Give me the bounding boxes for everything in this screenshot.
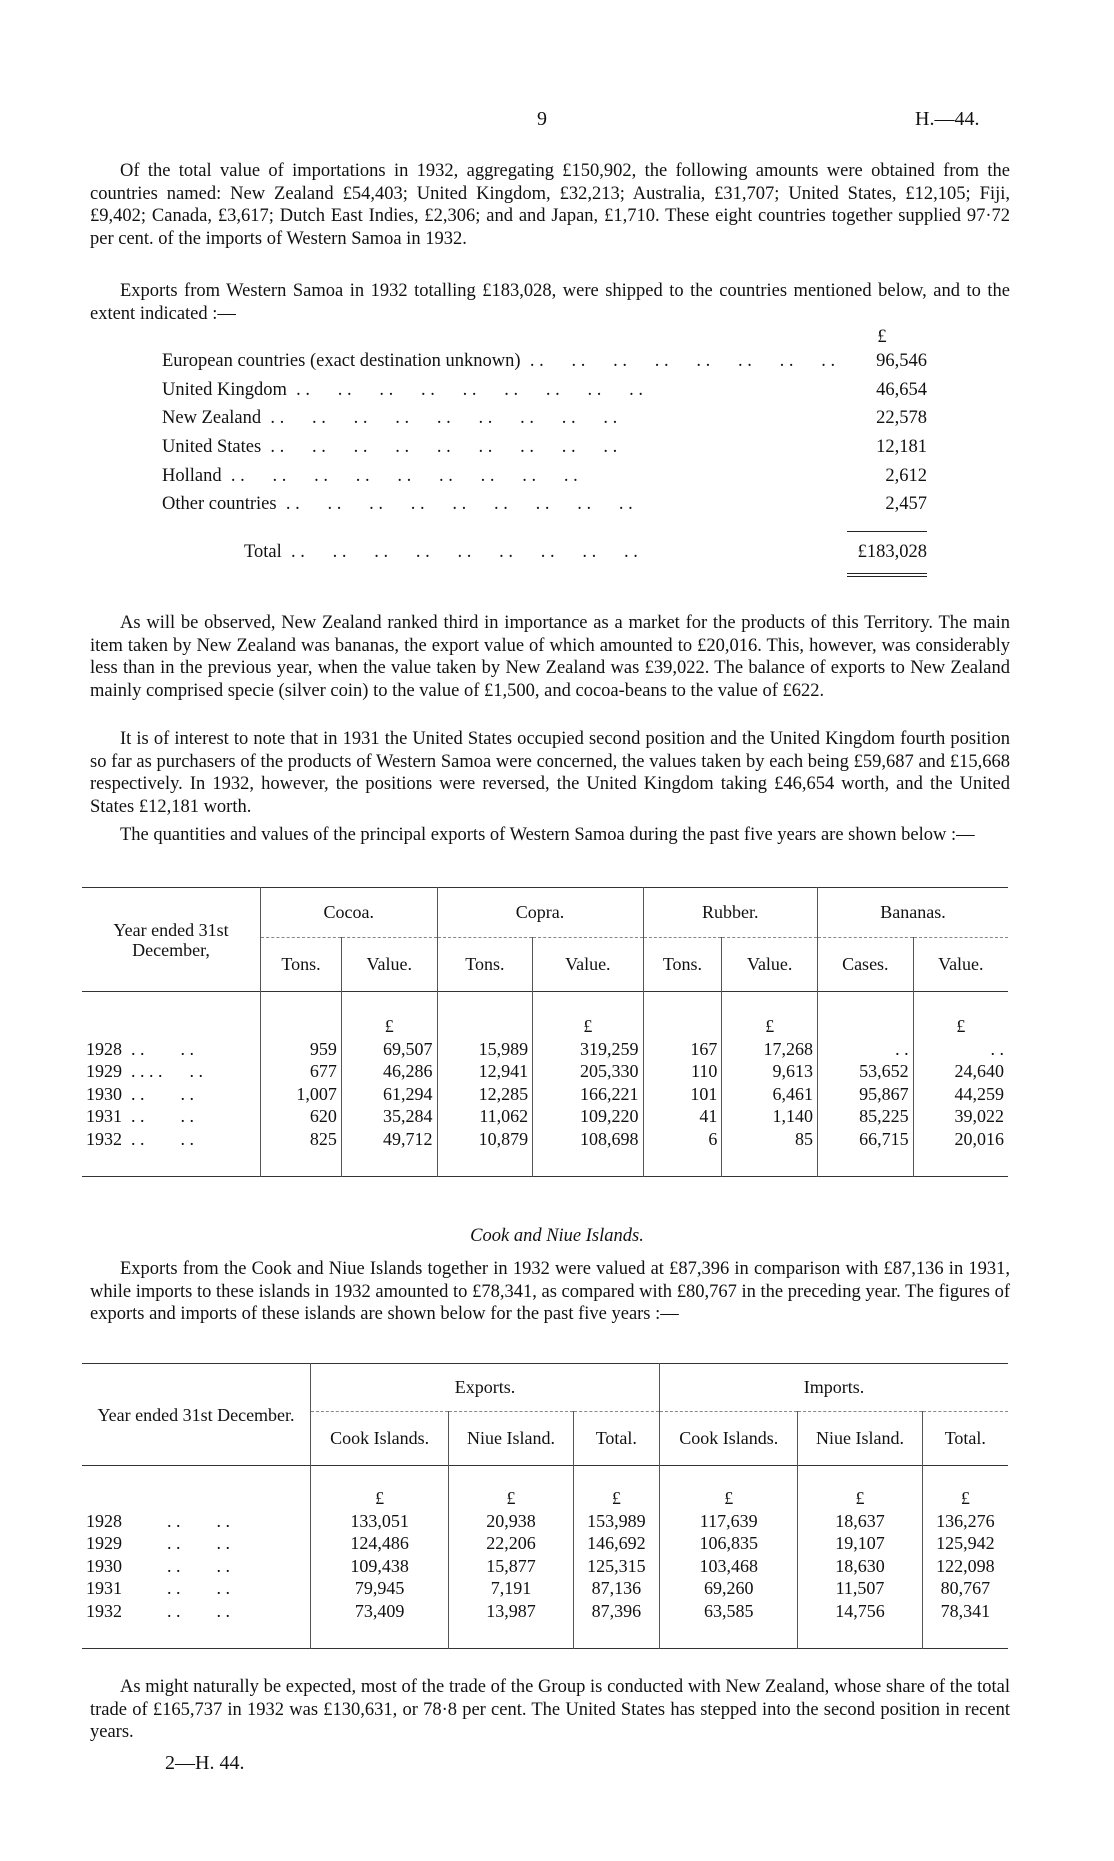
spacer: [573, 1622, 659, 1648]
paragraph-us-uk: [90, 728, 1010, 818]
value-cell: 22,206: [449, 1532, 573, 1555]
paragraph-cook-niue: [90, 1258, 1010, 1326]
export-value: 12,181: [876, 437, 927, 458]
unit-label: £: [798, 1466, 922, 1510]
value-cell: 125,315: [573, 1555, 659, 1578]
value-cell: 19,107: [798, 1532, 922, 1555]
value-cell: 61,294: [341, 1083, 437, 1106]
column-header: Niue Island.: [449, 1412, 573, 1466]
value-cell: 73,409: [311, 1600, 449, 1623]
value-cell: 14,756: [798, 1600, 922, 1623]
value-cell: 17,268: [722, 1038, 818, 1061]
year: 1932: [86, 1600, 122, 1621]
year-cell: [82, 1083, 261, 1106]
total-label: Total . .: [162, 541, 837, 564]
value-cell: 133,051: [311, 1510, 449, 1533]
table-row: [82, 1532, 1008, 1555]
year-cell: [82, 1060, 261, 1083]
leader-dots: . . . .: [122, 1533, 230, 1554]
year-cell: [82, 1128, 261, 1151]
export-value: 22,578: [876, 408, 927, 429]
year: 1932: [86, 1128, 122, 1149]
country-name: New Zealand . .: [162, 407, 837, 430]
spacer: [660, 1622, 798, 1648]
group-header: Copra.: [437, 888, 643, 938]
value-cell: 6,461: [722, 1083, 818, 1106]
leader-dots: . . . .: [122, 1600, 230, 1621]
column-header: Total.: [573, 1412, 659, 1466]
sum-rule: [847, 531, 927, 532]
value-cell: 319,259: [533, 1038, 643, 1061]
year-cell: [82, 1555, 311, 1578]
table-row: [82, 1060, 1008, 1083]
leader-dots: . . . .: [122, 1128, 194, 1149]
spacer: [643, 1150, 722, 1176]
document-reference: H.—44.: [915, 108, 980, 130]
value-cell: 41: [643, 1105, 722, 1128]
value-cell: 69,260: [660, 1577, 798, 1600]
column-header: Value.: [913, 938, 1008, 992]
export-value: 46,654: [876, 379, 927, 400]
group-header: Cocoa.: [261, 888, 438, 938]
paragraph-exports-intro: [90, 280, 1010, 325]
unit-label: £: [533, 992, 643, 1038]
cook-niue-trade-table: [82, 1363, 1008, 1649]
country-name: United States . .: [162, 436, 837, 459]
leader-dots: . . . .: [122, 1578, 230, 1599]
value-cell: 24,640: [913, 1060, 1008, 1083]
value-cell: 205,330: [533, 1060, 643, 1083]
year-header: Year ended 31st December.: [97, 1404, 295, 1425]
country-name: United Kingdom . .: [162, 379, 837, 402]
page-number: 9: [537, 108, 547, 130]
value-cell: 20,016: [913, 1128, 1008, 1151]
year: 1929: [86, 1061, 122, 1082]
value-cell: 49,712: [341, 1128, 437, 1151]
paragraph-text: The quantities and values of the principal exports of Western Samoa during the past five years are shown below :—: [120, 825, 975, 845]
value-cell: 153,989: [573, 1510, 659, 1533]
column-header: Total.: [922, 1412, 1008, 1466]
unit-label: £: [449, 1466, 573, 1510]
samoa-exports-table: [82, 887, 1008, 1177]
exports-by-country-list: [162, 327, 927, 577]
group-header: Bananas.: [818, 888, 1009, 938]
export-row: [162, 433, 927, 462]
export-value: 2,612: [885, 465, 927, 486]
value-cell: 124,486: [311, 1532, 449, 1555]
export-row: [162, 404, 927, 433]
unit-label: [643, 992, 722, 1038]
spacer: [82, 1466, 311, 1510]
leader-dots: . . . . . .: [122, 1061, 203, 1082]
spacer: [798, 1622, 922, 1648]
spacer: [533, 1150, 643, 1176]
year: 1931: [86, 1578, 122, 1599]
value-cell: 1,007: [261, 1083, 342, 1106]
value-cell: 166,221: [533, 1083, 643, 1106]
value-cell: 7,191: [449, 1577, 573, 1600]
column-header: Cases.: [818, 938, 914, 992]
year: 1928: [86, 1038, 122, 1059]
spacer: [437, 1150, 533, 1176]
spacer: [722, 1150, 818, 1176]
spacer: [82, 1622, 311, 1648]
column-header: Value.: [341, 938, 437, 992]
value-cell: 63,585: [660, 1600, 798, 1623]
column-header: Tons.: [261, 938, 342, 992]
leader-dots: . . . .: [122, 1510, 230, 1531]
value-cell: 13,987: [449, 1600, 573, 1623]
export-value: 96,546: [876, 351, 927, 372]
spacer: [818, 1150, 914, 1176]
value-cell: 15,989: [437, 1038, 533, 1061]
country-name: Holland . .: [162, 465, 837, 488]
export-value: 2,457: [885, 494, 927, 515]
value-cell: 85,225: [818, 1105, 914, 1128]
export-row: [162, 490, 927, 519]
value-cell: 125,942: [922, 1532, 1008, 1555]
unit-label: [261, 992, 342, 1038]
group-header: Rubber.: [643, 888, 818, 938]
column-header: Tons.: [437, 938, 533, 992]
column-header: Cook Islands.: [660, 1412, 798, 1466]
value-cell: 677: [261, 1060, 342, 1083]
value-cell: 108,698: [533, 1128, 643, 1151]
section-title: Cook and Niue Islands.: [470, 1226, 644, 1246]
value-cell: 9,613: [722, 1060, 818, 1083]
value-cell: 10,879: [437, 1128, 533, 1151]
value-cell: 11,062: [437, 1105, 533, 1128]
unit-label: £: [722, 992, 818, 1038]
value-cell: 103,468: [660, 1555, 798, 1578]
table-row: [82, 1600, 1008, 1623]
value-cell: 110: [643, 1060, 722, 1083]
spacer: [311, 1622, 449, 1648]
value-cell: 117,639: [660, 1510, 798, 1533]
value-cell: 79,945: [311, 1577, 449, 1600]
value-cell: 44,259: [913, 1083, 1008, 1106]
value-cell: 35,284: [341, 1105, 437, 1128]
value-cell: 825: [261, 1128, 342, 1151]
table-row: [82, 1128, 1008, 1151]
paragraph-text: Of the total value of importations in 1932, aggregating £150,902, the following amounts were obtained from the countries named: New Zealand £54,403; United Kingdom, £32,213; Australia, £31,707; United States, £12,105; Fiji, £9,402; Canada, £3,617; Dutch East Indies, £2,306; and and Japan, £1,710. These eight countries together supplied 97·72 per cent. of the imports of Western Samoa in 1932.: [90, 161, 1010, 249]
value-cell: 620: [261, 1105, 342, 1128]
spacer: [449, 1622, 573, 1648]
table-row: [82, 1555, 1008, 1578]
country-name: Other countries . .: [162, 493, 837, 516]
year-cell: [82, 1532, 311, 1555]
leader-dots: . . . .: [122, 1106, 194, 1127]
unit-label: £: [573, 1466, 659, 1510]
value-cell: 39,022: [913, 1105, 1008, 1128]
group-header: Exports.: [311, 1364, 660, 1412]
value-cell: . .: [913, 1038, 1008, 1061]
spacer: [82, 992, 261, 1038]
paragraph-text: As might naturally be expected, most of the trade of the Group is conducted with New Zealand, whose share of the total trade of £165,737 in 1932 was £130,631, or 78·8 per cent. The United States has stepped into the second position in recent years.: [90, 1677, 1010, 1743]
value-cell: 11,507: [798, 1577, 922, 1600]
value-cell: 18,637: [798, 1510, 922, 1533]
table-row: [82, 1083, 1008, 1106]
year: 1928: [86, 1510, 122, 1531]
paragraph-text: It is of interest to note that in 1931 the United States occupied second position and the United Kingdom fourth position so far as purchasers of the products of Western Samoa were concerned, the values taken by each being £59,687 and £15,668 respectively. In 1932, however, the positions were reversed, the United Kingdom taking £46,654 worth, and the United States £12,181 worth.: [90, 729, 1010, 817]
paragraph-nz-market: [90, 612, 1010, 702]
unit-label: £: [913, 992, 1008, 1038]
value-cell: 80,767: [922, 1577, 1008, 1600]
spacer: [922, 1622, 1008, 1648]
table-row: [82, 1577, 1008, 1600]
unit-label: £: [877, 326, 887, 347]
export-row: [162, 462, 927, 491]
value-cell: 959: [261, 1038, 342, 1061]
paragraph-text: As will be observed, New Zealand ranked third in importance as a market for the products of this Territory. The main item taken by New Zealand was bananas, the export value of which amounted to £20,016. This, however, was considerably less than in the previous year, when the value taken by New Zealand was £39,022. The balance of exports to New Zealand mainly comprised specie (silver coin) to the value of £1,500, and cocoa-beans to the value of £622.: [90, 613, 1010, 701]
value-cell: 46,286: [341, 1060, 437, 1083]
value-cell: 20,938: [449, 1510, 573, 1533]
export-row: [162, 347, 927, 376]
year: 1931: [86, 1106, 122, 1127]
unit-label: £: [660, 1466, 798, 1510]
unit-label: £: [922, 1466, 1008, 1510]
year-cell: [82, 1105, 261, 1128]
paragraph-group-trade: [90, 1676, 1010, 1744]
paragraph-text: Exports from Western Samoa in 1932 totalling £183,028, were shipped to the countries mentioned below, and to the extent indicated :—: [90, 281, 1010, 324]
value-cell: 12,941: [437, 1060, 533, 1083]
year-cell: [82, 1577, 311, 1600]
column-header: Value.: [722, 938, 818, 992]
value-cell: 87,136: [573, 1577, 659, 1600]
unit-label: [437, 992, 533, 1038]
leader-dots: . . . .: [122, 1083, 194, 1104]
double-rule: [847, 573, 927, 577]
value-cell: 6: [643, 1128, 722, 1151]
paragraph-text: Exports from the Cook and Niue Islands together in 1932 were valued at £87,396 in comparison with £87,136 in 1931, while imports to these islands in 1932 amounted to £78,341, as compared with £80,767 in the preceding year. The figures of exports and imports of these islands are shown below for the past five years :—: [90, 1259, 1010, 1325]
value-cell: 136,276: [922, 1510, 1008, 1533]
value-cell: 146,692: [573, 1532, 659, 1555]
year-cell: [82, 1600, 311, 1623]
value-cell: 109,220: [533, 1105, 643, 1128]
table-row: [82, 1510, 1008, 1533]
year: 1929: [86, 1533, 122, 1554]
value-cell: 1,140: [722, 1105, 818, 1128]
value-cell: 78,341: [922, 1600, 1008, 1623]
total-value: £183,028: [857, 542, 927, 563]
value-cell: 101: [643, 1083, 722, 1106]
leader-dots: . . . .: [122, 1555, 230, 1576]
year-cell: [82, 1510, 311, 1533]
footer-signature: 2—H. 44.: [165, 1752, 245, 1774]
leader-dots: . . . .: [122, 1038, 194, 1059]
spacer: [341, 1150, 437, 1176]
value-cell: 18,630: [798, 1555, 922, 1578]
value-cell: 12,285: [437, 1083, 533, 1106]
value-cell: 87,396: [573, 1600, 659, 1623]
spacer: [913, 1150, 1008, 1176]
table-row: [82, 1038, 1008, 1061]
unit-label: £: [341, 992, 437, 1038]
year: 1930: [86, 1555, 122, 1576]
paragraph-principal-exports: [90, 824, 1010, 847]
spacer: [261, 1150, 342, 1176]
country-name: European countries (exact destination unknown) . .: [162, 350, 837, 373]
value-cell: . .: [818, 1038, 914, 1061]
value-cell: 167: [643, 1038, 722, 1061]
value-cell: 85: [722, 1128, 818, 1151]
value-cell: 109,438: [311, 1555, 449, 1578]
value-cell: 53,652: [818, 1060, 914, 1083]
value-cell: 106,835: [660, 1532, 798, 1555]
year-cell: [82, 1038, 261, 1061]
unit-label: £: [311, 1466, 449, 1510]
group-header: Imports.: [660, 1364, 1008, 1412]
unit-label: [818, 992, 914, 1038]
export-row: [162, 376, 927, 405]
column-header: Niue Island.: [798, 1412, 922, 1466]
value-cell: 95,867: [818, 1083, 914, 1106]
year: 1930: [86, 1083, 122, 1104]
year-header: Year ended 31st December,: [113, 919, 229, 960]
column-header: Tons.: [643, 938, 722, 992]
table-row: [82, 1105, 1008, 1128]
spacer: [82, 1150, 261, 1176]
value-cell: 69,507: [341, 1038, 437, 1061]
column-header: Value.: [533, 938, 643, 992]
value-cell: 15,877: [449, 1555, 573, 1578]
value-cell: 122,098: [922, 1555, 1008, 1578]
value-cell: 66,715: [818, 1128, 914, 1151]
column-header: Cook Islands.: [311, 1412, 449, 1466]
paragraph-imports: [90, 160, 1010, 250]
